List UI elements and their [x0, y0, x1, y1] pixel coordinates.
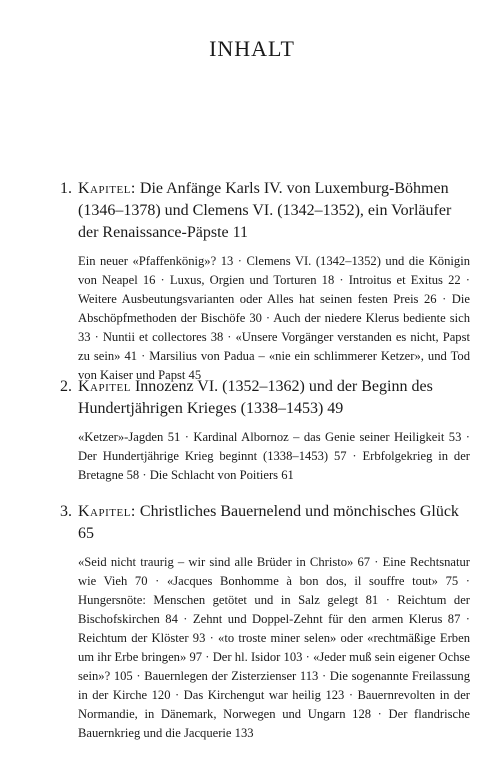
chapter-entry-2 — [60, 376, 470, 485]
chapter-label: Kapitel: — [78, 503, 136, 520]
chapter-title: Die Anfänge Karls IV. von Luxemburg-Böhmen (1346–1378) und Clemens VI. (1342–1352), ein Vorläufer der Renaissance-Päpste 11 — [78, 180, 452, 241]
chapter-title: Innozenz VI. (1352–1362) und der Beginn des Hundertjährigen Krieges (1338–1453) 49 — [78, 378, 433, 417]
chapter-label: Kapitel: — [78, 180, 136, 197]
chapter-number: 1. — [60, 180, 72, 197]
chapter-number: 2. — [60, 378, 72, 395]
chapter-heading — [60, 376, 470, 420]
chapter-contents: «Ketzer»-Jagden 51 · Kardinal Albornoz – das Genie seiner Heiligkeit 53 · Der Hundertjährige Krieg beginnt (1338–1453) 57 · Erbfolgekrieg in der Bretagne 58 · Die Schlacht von Poitiers 61 — [78, 430, 470, 482]
chapter-number: 3. — [60, 503, 72, 520]
chapter-entry-3 — [60, 501, 470, 743]
chapter-label: Kapitel — [78, 378, 131, 395]
chapter-contents: «Seid nicht traurig – wir sind alle Brüder in Christo» 67 · Eine Rechtsnatur wie Vieh 70 · «Jacques Bonhomme à bon dos, il souffre tout» 75 · Hungersnöte: Menschen getötet und in Salz gelegt 81 · Reichtum der Bischofskirchen 84 · Zehnt und Doppel-Zehnt für den armen Klerus 87 · Reichtum der Klöster 93 · «to troste miner selen» oder «rechtmäßige Erben um ihr Erbe bringen» 97 · Der hl. Isidor 103 · «Jeder muß sein eigener Ochse sein»? 105 · Bauernlegen der Zisterzienser 113 · Die sogenannte Freilassung in der Kirche 120 · Das Kirchengut war heilig 123 · Bauernrevolten in der Normandie, in Dänemark, Norwegen und Ungarn 128 · Der flandrische Bauernkrieg und die Jacquerie 133 — [78, 555, 470, 740]
chapter-heading — [60, 501, 470, 545]
chapter-contents: Ein neuer «Pfaffenkönig»? 13 · Clemens VI. (1342–1352) und die Königin von Neapel 16 · Luxus, Orgien und Torturen 18 · Introitus et Exitus 22 · Weitere Ausbeutungsvarianten oder Alles hat seinen festen Preis 26 · Die Abschöpfmethoden der Bischöfe 30 · Auch der niedere Klerus bediente sich 33 · Nuntii et collectores 38 · «Unsere Vorgänger verstanden es nicht, Papst zu sein» 41 · Marsilius von Padua – «nie ein schlimmerer Ketzer», und Tod von Kaiser und Papst 45 — [78, 254, 470, 382]
chapter-title: Christliches Bauernelend und mönchisches Glück 65 — [78, 503, 459, 542]
chapter-heading — [60, 178, 470, 244]
chapter-entry-1 — [60, 178, 470, 385]
page-title: INHALT — [209, 36, 295, 61]
